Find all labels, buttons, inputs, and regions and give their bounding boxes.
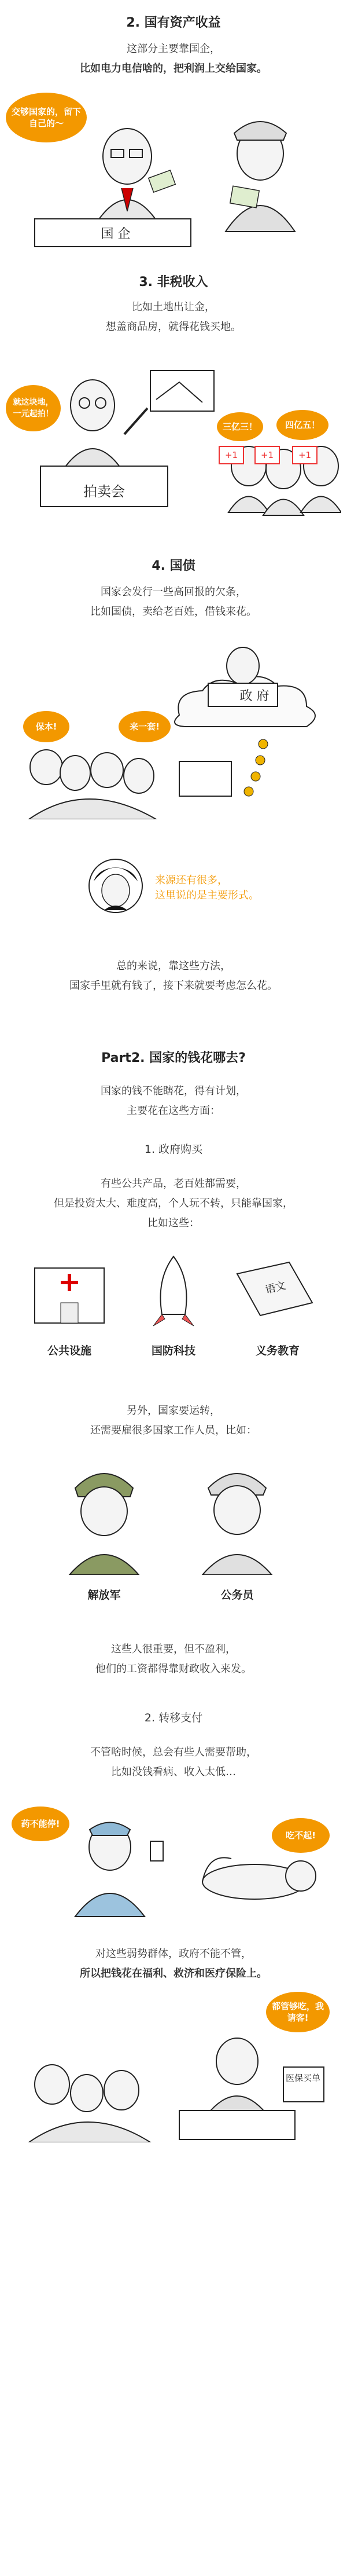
section-heading-non-tax: 3. 非税收入 <box>139 275 208 290</box>
speech-bubble: 交够国家的，留下自己的～ <box>6 93 87 142</box>
speech-bubble: 药不能停! <box>12 1807 69 1841</box>
paragraph-line: 另外，国家要运转， <box>127 1405 220 1417</box>
note-line: 来源还有很多， <box>155 874 228 886</box>
paragraph-line: 比如土地出让金， <box>132 301 215 313</box>
paragraph-line: 比如电力电信啥的，把利润上交给国家。 <box>80 63 267 75</box>
paragraph-line: 这部分主要靠国企， <box>127 43 220 55</box>
state-workers-illustration <box>35 1453 312 1575</box>
part2-heading: Part2. 国家的钱花哪去? <box>101 1051 246 1065</box>
paragraph-line: 国家会发行一些高回报的欠条， <box>101 586 246 598</box>
paragraph-line: 比如这些： <box>147 1217 200 1229</box>
paragraph-line: 国家手里就有钱了，接下来就要考虑怎么花。 <box>69 980 278 992</box>
section-heading-bonds: 4. 国债 <box>152 559 195 573</box>
speech-bubble: 吃不起! <box>272 1818 330 1853</box>
author-avatar <box>87 857 145 915</box>
speech-bubble: 四亿五！ <box>276 410 328 440</box>
paragraph-line: 对这些弱势群体，政府不能不管， <box>95 1948 252 1960</box>
section-heading-state-assets: 2. 国有资产收益 <box>126 16 221 30</box>
cloud-government-label: 政 府 <box>239 689 270 703</box>
sub-heading-government-purchase: 1. 政府购买 <box>144 1143 203 1156</box>
paragraph-line: 比如国债，卖给老百姓，借钱来花。 <box>90 606 257 618</box>
speech-bubble: 保本! <box>23 711 69 742</box>
sub-heading-transfer-payment: 2. 转移支付 <box>144 1712 203 1724</box>
paragraph-line: 他们的工资都得靠财政收入来发。 <box>95 1663 252 1675</box>
paragraph-line: 比如没钱看病、收入太低… <box>111 1766 236 1778</box>
caption-public-facilities: 公共设施 <box>47 1344 91 1357</box>
book-label: 语文 <box>264 1279 287 1296</box>
note-line: 这里说的是主要形式。 <box>155 889 259 902</box>
paragraph-line: 这些人很重要，但不盈利， <box>111 1643 236 1655</box>
paragraph-line: 还需要雇很多国家工作人员，比如： <box>90 1424 257 1437</box>
speech-bubble: 就这块地，一元起拍！ <box>6 385 61 431</box>
bid-paddle: +1 <box>219 446 244 464</box>
paragraph-line: 但是投资太大、难度高，个人玩不转，只能靠国家， <box>54 1197 293 1210</box>
bid-paddle: +1 <box>254 446 280 464</box>
desk-plate-state-enterprise: 国 企 <box>101 227 131 241</box>
caption-army: 解放军 <box>87 1589 121 1602</box>
auction-podium-label: 拍卖会 <box>83 483 125 500</box>
paragraph-line: 不管啥时候，总会有些人需要帮助， <box>90 1746 257 1758</box>
paragraph-line: 想盖商品房，就得花钱买地。 <box>106 321 241 333</box>
speech-bubble: 都管够吃，我请客! <box>266 1992 330 2032</box>
paragraph-line: 国家的钱不能瞎花，得有计划， <box>101 1085 246 1097</box>
caption-compulsory-education: 义务教育 <box>255 1344 300 1357</box>
caption-civil-servant: 公务员 <box>220 1589 254 1602</box>
paragraph-line: 总的来说，靠这些方法， <box>116 960 231 972</box>
bid-paddle: +1 <box>292 446 318 464</box>
caption-defense-tech: 国防科技 <box>151 1344 195 1357</box>
speech-bubble: 三亿三！ <box>217 412 263 441</box>
speech-bubble: 来一套! <box>119 711 171 742</box>
paragraph-line: 主要花在这些方面： <box>127 1105 220 1117</box>
paragraph-line: 所以把钱花在福利、救济和医疗保险上。 <box>80 1967 267 1980</box>
paragraph-line: 有些公共产品，老百姓都需要， <box>101 1178 246 1190</box>
insurance-sign: 医保买单 <box>286 2073 321 2083</box>
